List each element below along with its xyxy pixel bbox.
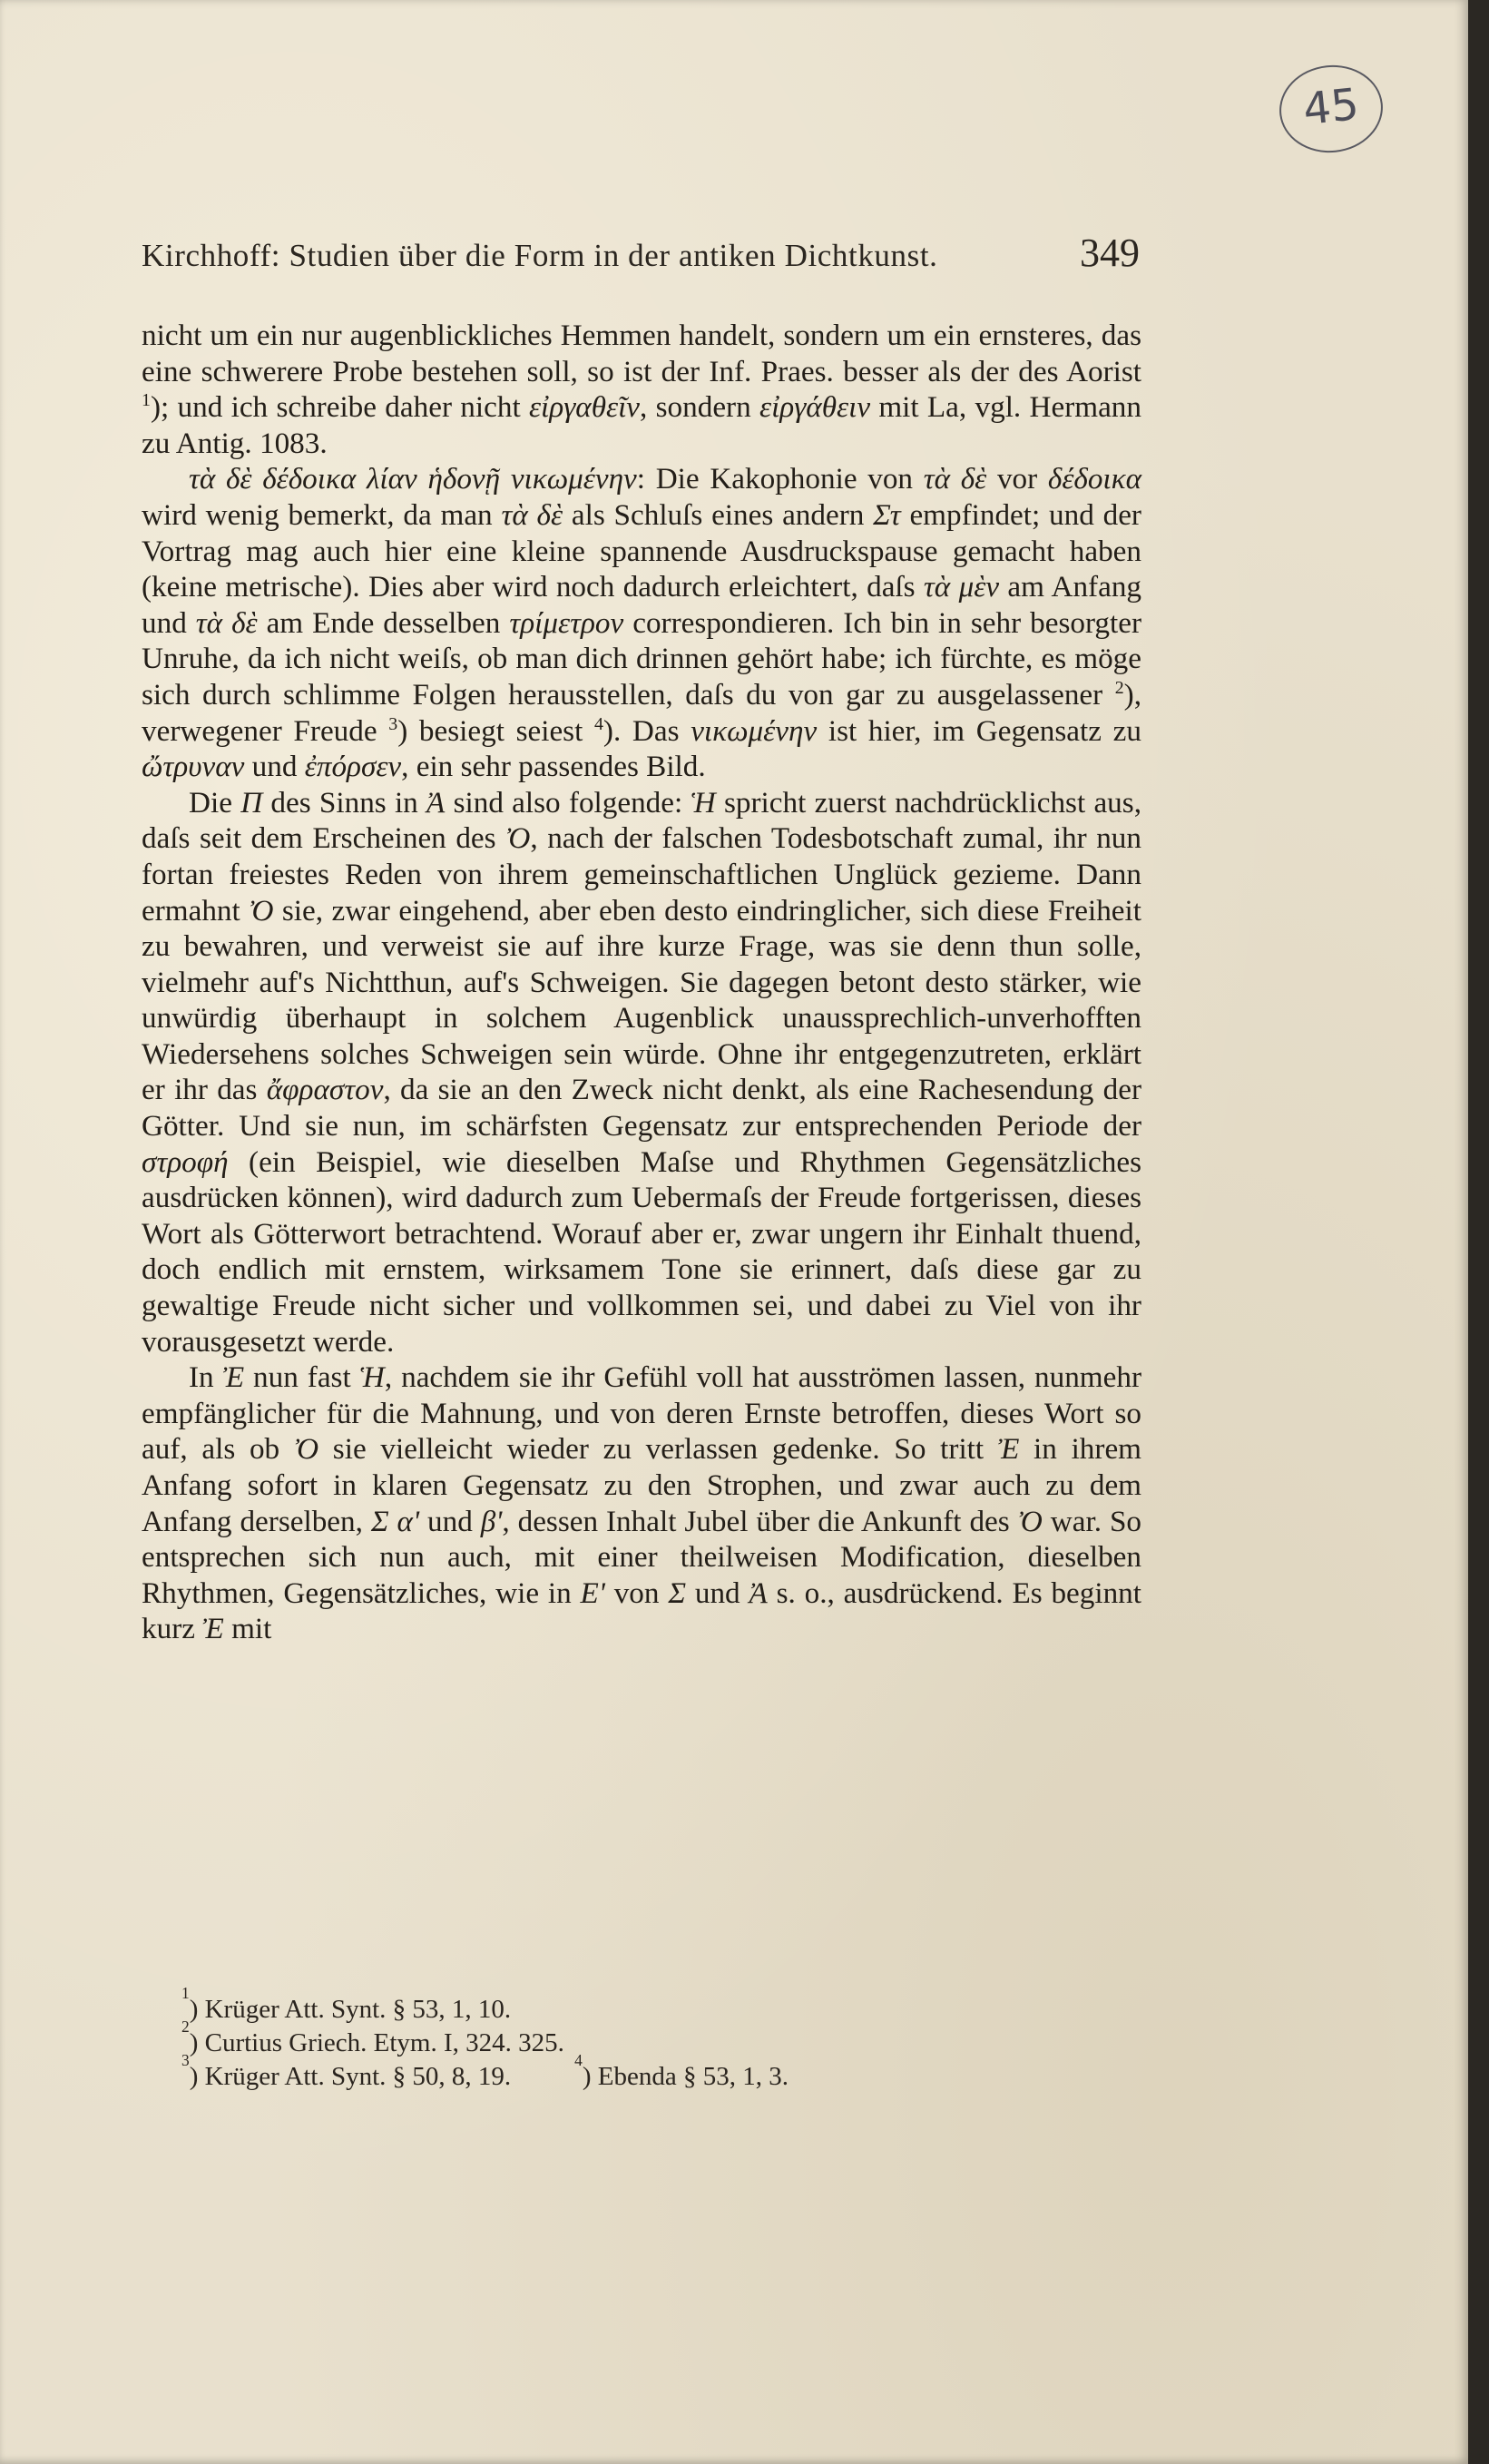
text-run: ) besiegt seiest [397,713,594,748]
greek-text: Ε' [580,1576,605,1610]
page-edge-shadow [1468,0,1489,2464]
greek-text: Ἐ [997,1432,1020,1467]
greek-text: τὰ δὲ δέδοικα λίαν ἡδονῇ νικωμένην [189,462,637,496]
text-run: , nachdem sie ihr Gefühl voll hat ausströmen lassen, nunmehr empfänglicher für die Mahnung, und von deren Ernste betroffen, dieses Wort so auf, als ob [142,1360,1141,1467]
text-run: , da sie an den Zweck nicht denkt, als eine Rachesendung der Götter. Und sie nun, im schärfsten Gegensatz zur entsprechenden Periode der [142,1073,1141,1144]
text-run: war. So entsprechen sich nun auch, mit einer theilweisen Modification, dieselben Rhythmen, Gegensätzliches, wie in [142,1504,1141,1610]
footnotes [181,1984,1089,2094]
text-run: ); und ich schreibe daher nicht [150,390,529,425]
text-run: ), verwegener Freude [142,677,1141,748]
greek-text: ἄφραστον [266,1073,384,1107]
footnote [181,2051,1089,2094]
text-run: am Ende desselben [257,605,510,640]
greek-text: Στ [873,497,901,532]
footnote-mark: 2 [181,2017,190,2036]
footnote-mark: 3 [181,2051,190,2069]
greek-text: εἰργάθειν [759,390,871,425]
footnote-ref: 1 [142,390,151,411]
greek-text: τρίμετρον [509,605,624,640]
text-run: als Schluſs eines andern [563,497,874,532]
greek-text: Ἀ [426,785,446,820]
text-run: , sondern [640,390,759,425]
greek-text: β' [480,1504,503,1538]
text-run: ist hier, im Gegensatz zu [817,713,1141,748]
text-run: und [244,750,305,784]
text-run: und [419,1504,481,1538]
footnote-mark: 1 [181,1984,190,2002]
greek-text: νικωμένην [691,713,818,748]
text-run: mit [223,1612,272,1646]
text-run: (ein Beispiel, wie dieselben Maſse und Rhythmen Gegensätzliches ausdrücken können), wird dadurch zum Uebermaſs der Freude fortgerissen, dieses Wort als Götterwort betrachtend. Worauf aber er, zwar ungern ihr Einhalt thuend, doch endlich mit ernstem, wirksamem Tone sie erinnert, daſs diese gar zu gewaltige Freude nicht sicher und vollkommen sei, und dabei zu Viel von ihr vorausgesetzt werde. [142,1144,1141,1359]
text-run: nun fast [244,1360,360,1395]
paragraph [142,461,1141,784]
footnote-text: ) Krüger Att. Synt. § 53, 1, 10. [189,1995,512,2024]
greek-text: Ἡ [359,1360,385,1395]
text-run: , nach der falschen Todesbotschaft zumal, ihr nun fortan freiestes Reden von ihrem gemeinschaftlichen Unglück gezieme. Dann ermahnt [142,821,1141,928]
text-run: und [686,1576,749,1610]
text-run: : Die Kakophonie von [636,462,924,496]
greek-text: ἐπόρσεν [304,750,402,784]
greek-text: τὰ δὲ [501,497,563,532]
running-head-title: Kirchhoff: Studien über die Form in der antiken Dichtkunst. [142,238,938,273]
handwritten-folio-number: 45 [1275,60,1386,157]
greek-text: Ἀ [749,1576,768,1610]
text-run: in ihrem Anfang sofort in klaren Gegensatz zu den Strophen, und zwar auch zu dem Anfang derselben, [142,1432,1141,1538]
paragraph [142,785,1141,1360]
footnote-ref: 4 [593,713,603,734]
text-run: sie, zwar eingehend, aber eben desto eindringlicher, sich diese Freiheit zu bewahren, und verweist sie auf ihre kurze Frage, was sie denn thun solle, vielmehr auf's Nichtthun, auf's Schweigen. Sie dagegen betont desto stärker, wie unwürdig überhaupt in solchem Augenblick unaussprechlich-unverhofften Wiedersehens solches Schweigen sein würde. Ohne ihr entgegenzutreten, erklärt er ihr das [142,893,1141,1107]
text-run: wird wenig bemerkt, da man [142,497,502,532]
text-run: spricht zuerst nachdrücklichst aus, daſs seit dem Erscheinen des [142,785,1141,856]
page-number: 349 [1080,231,1140,275]
footnote-text: ) Ebenda § 53, 1, 3. [582,2062,789,2091]
text-run: mit La, vgl. Hermann zu Antig. 1083. [142,390,1141,460]
greek-text: Ὀ [1017,1504,1043,1538]
greek-text: Σ α' [370,1504,420,1538]
greek-text: Σ [668,1576,687,1610]
greek-text: Π [240,785,263,820]
greek-text: εἰργαθεῖν [528,390,641,425]
footnote [181,2017,1089,2060]
footnote-spacer [511,2060,574,2094]
greek-text: Ὀ [505,821,531,856]
footnote-mark: 4 [574,2051,583,2069]
text-run: Die [189,785,241,820]
greek-text: Ὀ [293,1432,319,1467]
text-run: empfindet; und der Vortrag mag auch hier eine kleine spannende Ausdruckspause gemacht haben (keine metrische). Dies aber wird noch dadurch erleichtert, daſs [142,497,1141,604]
greek-text: τὰ δὲ [195,605,258,640]
greek-text: Ἐ [222,1360,245,1395]
text-run: des Sinns in [262,785,427,820]
greek-text: Ἡ [691,785,716,820]
body-text [142,318,1141,1647]
greek-text: δέδοικα [1047,462,1141,496]
text-run: , ein sehr passendes Bild. [401,750,706,784]
running-head [142,230,1140,276]
text-run: , dessen Inhalt Jubel über die Ankunft des [502,1504,1018,1538]
paragraph [142,318,1141,461]
greek-text: ὤτρυναν [142,750,245,784]
text-run: correspondieren. Ich bin in sehr besorgter Unruhe, da ich nicht weiſs, ob man dich drinnen gehört habe; ich fürchte, es möge sich durch schlimme Folgen herausstellen, daſs du von gar zu ausgelassener [142,605,1142,712]
text-run: ). Das [602,713,691,748]
text-run: nicht um ein nur augenblickliches Hemmen handelt, sondern um ein ernsteres, das eine schwerere Probe bestehen soll, so ist der Inf. Praes. besser als der des Aorist [142,319,1141,388]
greek-text: Ὀ [249,893,274,928]
paragraph [142,1360,1141,1647]
text-run: sind also folgende: [445,785,691,820]
footnote [181,1984,1089,2027]
greek-text: στροφή [142,1144,229,1179]
text-run: In [189,1360,223,1395]
text-run: vor [986,462,1048,496]
greek-text: Ἐ [202,1612,224,1646]
text-run: s. o., ausdrückend. Es beginnt kurz [142,1576,1141,1646]
text-run: am Anfang und [142,570,1142,640]
greek-text: τὰ δὲ [923,462,987,496]
greek-text: τὰ μὲν [923,570,1000,604]
footnote-text: ) Curtius Griech. Etym. I, 324. 325. [189,2028,564,2057]
text-run: sie vielleicht wieder zu verlassen gedenke. So tritt [318,1432,998,1467]
footnote-ref: 2 [1114,678,1124,698]
text-run: von [604,1576,669,1610]
footnote-text: ) Krüger Att. Synt. § 50, 8, 19. [189,2062,512,2091]
footnote-ref: 3 [388,713,398,734]
